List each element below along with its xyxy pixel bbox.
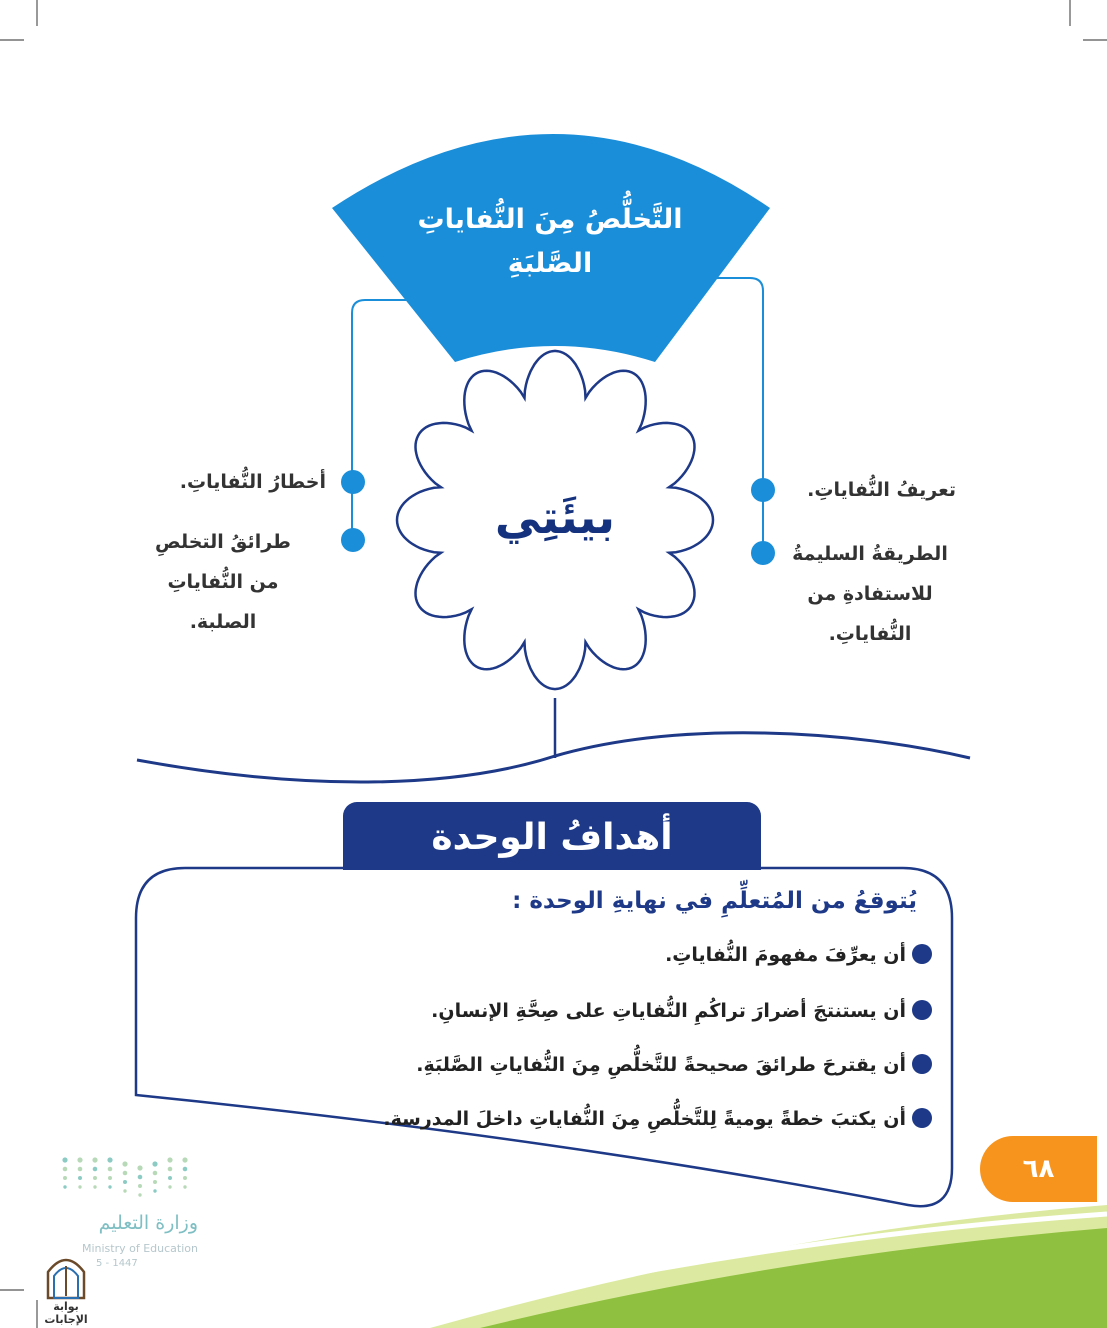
ministry-logo-dot [62, 1157, 67, 1162]
topic-right-1 [786, 470, 956, 510]
goals-header: أهدافُ الوحدة [343, 802, 761, 870]
goal-text-3: أن يقترحَ طرائقَ صحيحةً للتَّخلُّصِ مِنَ النُّفاياتِ الصَّلبَةِ. [416, 1054, 906, 1076]
ministry-logo-dot [138, 1175, 143, 1180]
ministry-logo-dot [123, 1189, 126, 1192]
ground-wave [137, 733, 970, 782]
unit-title-line-1: التَّخلُّصُ مِنَ النُّفاياتِ [417, 204, 683, 235]
topic-right-2-line-2: للاستفادةِ من [807, 583, 933, 605]
goal-bullet-icon [912, 1054, 932, 1074]
ministry-logo-dot [108, 1176, 112, 1180]
ministry-logo-dot [183, 1185, 186, 1188]
goal-bullet-icon [912, 1108, 932, 1128]
ministry-logo-dot [183, 1176, 187, 1180]
ministry-logo-dot [108, 1185, 111, 1188]
topic-bullet-right-2 [751, 541, 775, 565]
topic-right-2-line-3: النُّفاياتِ. [828, 623, 912, 645]
topic-left-2-line-2: من النُّفاياتِ [167, 571, 279, 593]
goal-text-2: أن يستنتجَ أضرارَ تراكُمِ النُّفاياتِ على صِحَّةِ الإنسانِ. [431, 1000, 906, 1022]
ministry-logo-dot [77, 1157, 82, 1162]
topic-bullet-left-1 [341, 470, 365, 494]
page-number: ٦٨ [980, 1136, 1097, 1202]
ministry-logo-dot [63, 1167, 68, 1172]
goal-bullet-icon [912, 944, 932, 964]
topic-left-2 [120, 522, 326, 642]
topic-right-2-line-1: الطريقةُ السليمةُ [792, 543, 948, 565]
ministry-logo-dot [153, 1171, 158, 1176]
goal-item-1 [232, 944, 932, 966]
ministry-logo-dot [138, 1193, 141, 1196]
topic-left-1-line-1: أخطارُ النُّفاياتِ. [179, 471, 326, 493]
ministry-logo-dot [168, 1167, 173, 1172]
ministry-logo-dot [78, 1185, 81, 1188]
ministry-logo-dot [92, 1157, 97, 1162]
goal-item-2 [232, 1000, 932, 1022]
ministry-logo-dot [123, 1171, 128, 1176]
goals-box-border [136, 868, 952, 1206]
topic-left-2-line-3: الصلبة. [189, 611, 257, 633]
ministry-logo-dot [108, 1167, 113, 1172]
unit-title-line-2: الصَّلبَةِ [507, 248, 593, 279]
ministry-logo-dot [78, 1176, 82, 1180]
unit-title [380, 198, 720, 286]
ministry-logo-dot [168, 1185, 171, 1188]
ministry-logo-dot [182, 1157, 187, 1162]
topic-right-2 [780, 534, 960, 654]
ministry-logo-dot [122, 1161, 127, 1166]
ministry-name-arabic: وزارة التعليم [98, 1212, 198, 1234]
topic-left-1 [120, 462, 326, 502]
goal-text-1: أن يعرِّفَ مفهومَ النُّفاياتِ. [665, 944, 906, 966]
goals-intro: يُتوقعُ من المُتعلِّمِ في نهايةِ الوحدة : [512, 888, 917, 914]
portal-logo-icon [48, 1260, 84, 1298]
ministry-logo-dot [153, 1189, 156, 1192]
goal-text-4: أن يكتبَ خطةً يوميةً لِلتَّخلُّصِ مِنَ النُّفاياتِ داخلَ المدرسة. [383, 1108, 906, 1130]
ministry-logo-dot [138, 1184, 142, 1188]
ministry-logo-dot [93, 1185, 96, 1188]
ministry-logo-dot [183, 1167, 188, 1172]
ministry-logo-dot [167, 1157, 172, 1162]
topic-bullet-right-1 [751, 478, 775, 502]
ministry-logo-dot [63, 1176, 67, 1180]
ministry-logo-dot [153, 1180, 157, 1184]
ministry-logo-dots [62, 1157, 187, 1196]
goal-bullet-icon [912, 1000, 932, 1020]
ministry-logo-dot [93, 1176, 97, 1180]
ministry-logo-dot [93, 1167, 98, 1172]
portal-label: بوابة الإجابات [44, 1300, 88, 1326]
ministry-logo-dot [107, 1157, 112, 1162]
topic-bullet-left-2 [341, 528, 365, 552]
ministry-logo-dot [168, 1176, 172, 1180]
flower-title: بيئَتِي [494, 490, 616, 544]
ministry-logo-dot [137, 1165, 142, 1170]
ministry-logo-dot [63, 1185, 66, 1188]
topic-left-2-line-1: طرائقُ التخلصِ [155, 531, 291, 553]
goal-item-3 [232, 1054, 932, 1076]
green-swoosh-main [480, 1228, 1107, 1328]
ministry-logo-dot [123, 1180, 127, 1184]
ministry-logo-dot [78, 1167, 83, 1172]
ministry-name-english: Ministry of Education [81, 1242, 198, 1255]
ministry-year: 5 - 1447 [96, 1258, 138, 1269]
ministry-logo-dot [152, 1161, 157, 1166]
topic-right-1-line-1: تعريفُ النُّفاياتِ. [807, 479, 956, 501]
goal-item-4 [232, 1108, 932, 1130]
